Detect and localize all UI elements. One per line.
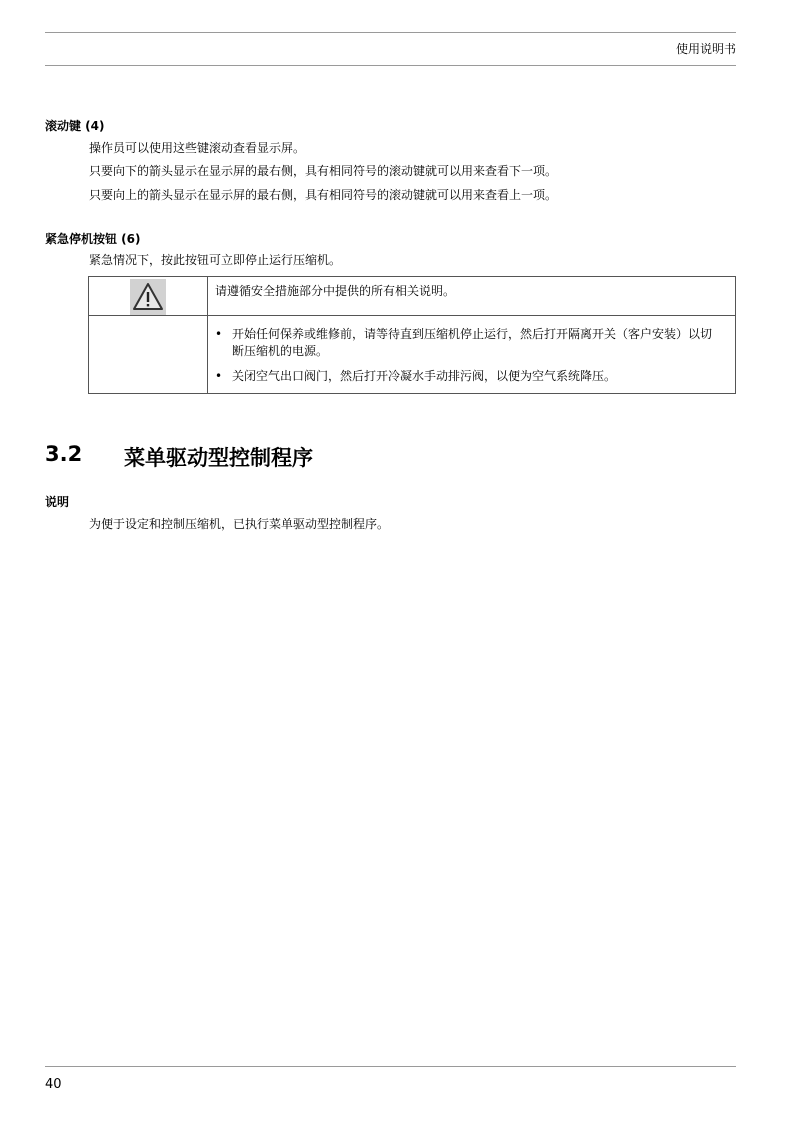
- warning-bullet-text: 关闭空气出口阀门，然后打开冷凝水手动排污阀，以便为空气系统降压。: [232, 369, 617, 383]
- emergency-stop-heading: 紧急停机按钮 (6): [45, 232, 141, 246]
- emergency-stop-line-1: 紧急情况下，按此按钮可立即停止运行压缩机。: [89, 253, 342, 267]
- chapter-number: 3.2: [45, 442, 83, 466]
- empty-cell: [89, 316, 208, 394]
- chapter-title: 菜单驱动型控制程序: [124, 446, 313, 470]
- scroll-keys-line-2: 只要向下的箭头显示在显示屏的最右侧，具有相同符号的滚动键就可以用来查看下一项。: [89, 164, 558, 178]
- warning-bullet-item: [215, 368, 723, 385]
- scroll-keys-line-1: 操作员可以使用这些键滚动查看显示屏。: [89, 141, 306, 155]
- page-number: 40: [45, 1077, 62, 1092]
- footer-rule: [45, 1066, 736, 1067]
- warning-intro-text: 请遵循安全措施部分中提供的所有相关说明。: [215, 284, 456, 298]
- description-text: 为便于设定和控制压缩机，已执行菜单驱动型控制程序。: [89, 517, 390, 531]
- warning-intro-cell: [208, 277, 736, 316]
- description-heading: 说明: [45, 495, 70, 509]
- warning-icon-cell: [89, 277, 208, 316]
- scroll-keys-line-3: 只要向上的箭头显示在显示屏的最右侧，具有相同符号的滚动键就可以用来查看上一项。: [89, 188, 558, 202]
- scroll-keys-heading: 滚动键 (4): [45, 119, 105, 133]
- warning-bullet-list: [208, 316, 735, 385]
- warning-triangle-icon: [130, 279, 166, 315]
- bullet-dot: •: [215, 369, 223, 383]
- header-bottom-rule: [45, 65, 736, 66]
- header-top-rule: [45, 32, 736, 33]
- warning-table: [88, 276, 736, 394]
- warning-bullets-cell: [208, 316, 736, 394]
- warning-bullet-text: 开始任何保养或维修前，请等待直到压缩机停止运行，然后打开隔离开关（客户安装）以切断压缩机的电源。: [232, 327, 713, 358]
- header-title: 使用说明书: [675, 42, 736, 56]
- warning-bullet-item: [215, 326, 723, 360]
- bullet-dot: •: [215, 327, 223, 341]
